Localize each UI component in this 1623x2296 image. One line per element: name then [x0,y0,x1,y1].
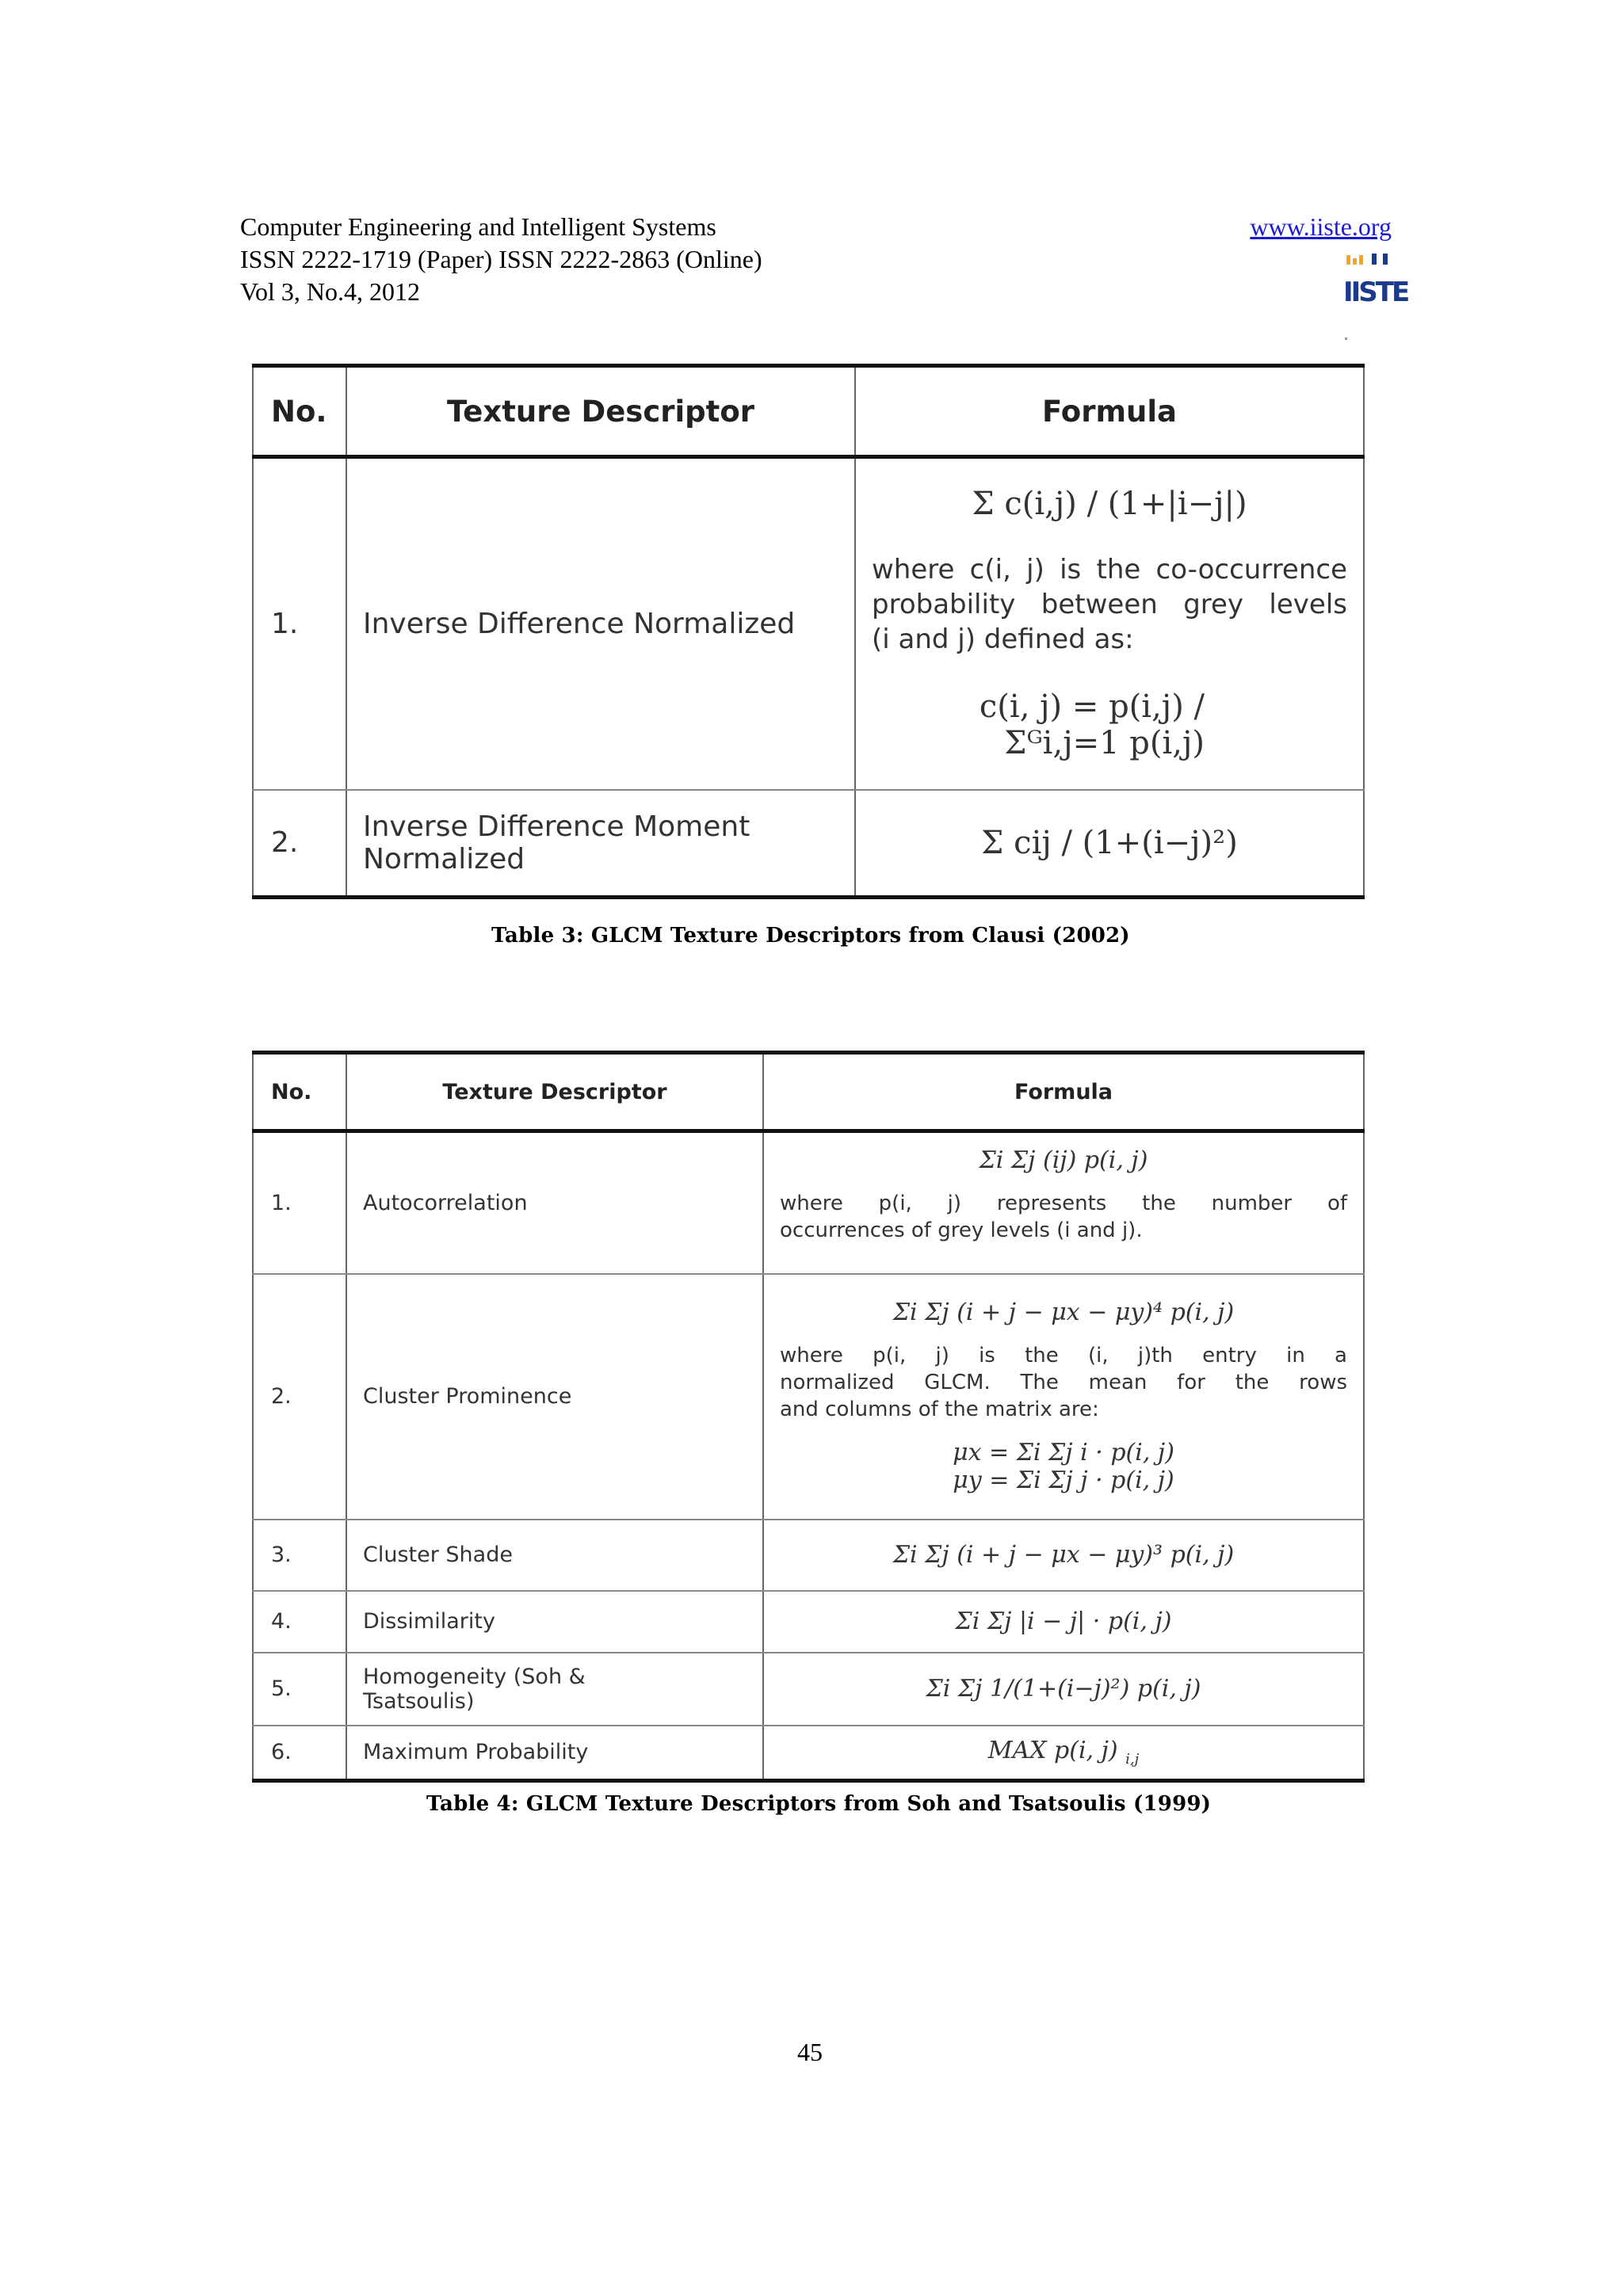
explanation-line: (i and j) defined as: [872,624,1134,656]
header-no: No. [253,1053,346,1131]
header-descriptor: Texture Descriptor [346,1053,763,1131]
explanation-line: probability between grey levels [872,589,1347,621]
header-formula: Formula [855,366,1364,457]
table-row [253,1591,1364,1653]
row-descriptor: Cluster Prominence [346,1274,763,1520]
row-descriptor: Cluster Shade [346,1520,763,1591]
table-row [253,1653,1364,1726]
row-descriptor: Dissimilarity [346,1591,763,1653]
explanation-line: normalized GLCM. The mean for the rows [780,1371,1347,1394]
row-formula-cell [763,1131,1364,1274]
journal-header [240,211,762,308]
formula-explanation [780,1342,1347,1423]
row-number: 4. [253,1591,346,1653]
table-header-row [253,366,1364,457]
table-3-clausi [252,364,1365,899]
explanation-line: occurrences of grey levels (i and j). [780,1218,1143,1242]
formula-max-text: MAX p(i, j) [987,1737,1118,1765]
row-formula-cell [763,1653,1364,1726]
table-header-row [253,1053,1364,1131]
formula-mu-x: μx = Σi Σj i · p(i, j) [953,1439,1174,1466]
logo-text: IISTE [1343,277,1408,308]
table-row [253,1274,1364,1520]
row-descriptor [346,790,855,898]
explanation-line: where c(i, j) is the co-occurrence [872,554,1347,586]
formula-cluster-shade: Σi Σj (i + j − μx − μy)³ p(i, j) [892,1541,1235,1569]
page-number: 45 [797,2038,823,2066]
row-formula-cell [763,1274,1364,1520]
header-descriptor: Texture Descriptor [346,366,855,457]
row-formula-cell [855,790,1364,898]
formula-dissimilarity: Σi Σj |i − j| · p(i, j) [955,1608,1172,1635]
iiste-logo [1342,254,1408,308]
formula-homogeneity: Σi Σj 1/(1+(i−j)²) p(i, j) [926,1675,1201,1703]
formula-autocorrelation: Σi Σj (ij) p(i, j) [979,1146,1148,1174]
row-number: 1. [253,1131,346,1274]
table-4-soh-tsatsoulis [252,1051,1365,1783]
descriptor-line: Tsatsoulis) [363,1688,475,1714]
header-no: No. [253,366,346,457]
journal-issn: ISSN 2222-1719 (Paper) ISSN 2222-2863 (Online) [240,245,762,273]
row-number: 2. [253,1274,346,1520]
row-descriptor: Autocorrelation [346,1131,763,1274]
table-row [253,1520,1364,1591]
row-number: 1. [253,457,346,790]
table-4-caption: Table 4: GLCM Texture Descriptors from Soh and Tsatsoulis (1999) [426,1792,1212,1816]
formula-max-subscript: i,j [1125,1751,1140,1768]
descriptor-line: Inverse Difference Moment [363,810,750,843]
row-number: 6. [253,1726,346,1781]
row-descriptor: Inverse Difference Normalized [346,457,855,790]
row-number: 5. [253,1653,346,1726]
table-row [253,1726,1364,1781]
descriptor-line: Normalized [363,842,525,875]
formula-explanation [872,552,1347,657]
row-formula-cell [763,1520,1364,1591]
row-descriptor [346,1653,763,1726]
formula-cij: c(i, j) = p(i,j) / Σᴳi,j=1 p(i,j) [979,688,1205,762]
table-row [253,790,1364,898]
row-number: 2. [253,790,346,898]
header-formula: Formula [763,1053,1364,1131]
row-formula-cell [763,1726,1364,1781]
journal-title: Computer Engineering and Intelligent Systems [240,212,716,241]
descriptor-line: Homogeneity (Soh & [363,1664,586,1689]
row-descriptor: Maximum Probability [346,1726,763,1781]
table-row [253,457,1364,790]
explanation-line: where p(i, j) is the (i, j)th entry in a [780,1344,1347,1367]
formula-mu-y: μy = Σi Σj j · p(i, j) [953,1466,1174,1494]
formula-explanation [780,1190,1347,1244]
table-3-caption: Table 3: GLCM Texture Descriptors from Clausi (2002) [491,924,1130,948]
decorative-dot [1345,338,1347,340]
explanation-line: and columns of the matrix are: [780,1398,1099,1421]
journal-url-link[interactable]: www.iiste.org [1250,212,1392,241]
row-number: 3. [253,1520,346,1591]
formula-cluster-prominence: Σi Σj (i + j − μx − μy)⁴ p(i, j) [892,1299,1235,1326]
formula-idn: Σ c(i,j) / (1+|i−j|) [972,486,1247,523]
row-formula-cell [855,457,1364,790]
formula-maximum-probability [780,1737,1347,1768]
row-formula-cell [763,1591,1364,1653]
journal-volume: Vol 3, No.4, 2012 [240,277,420,306]
explanation-line: where p(i, j) represents the number of [780,1191,1347,1215]
table-row [253,1131,1364,1274]
formula-idmn: Σ cij / (1+(i−j)²) [981,824,1238,861]
